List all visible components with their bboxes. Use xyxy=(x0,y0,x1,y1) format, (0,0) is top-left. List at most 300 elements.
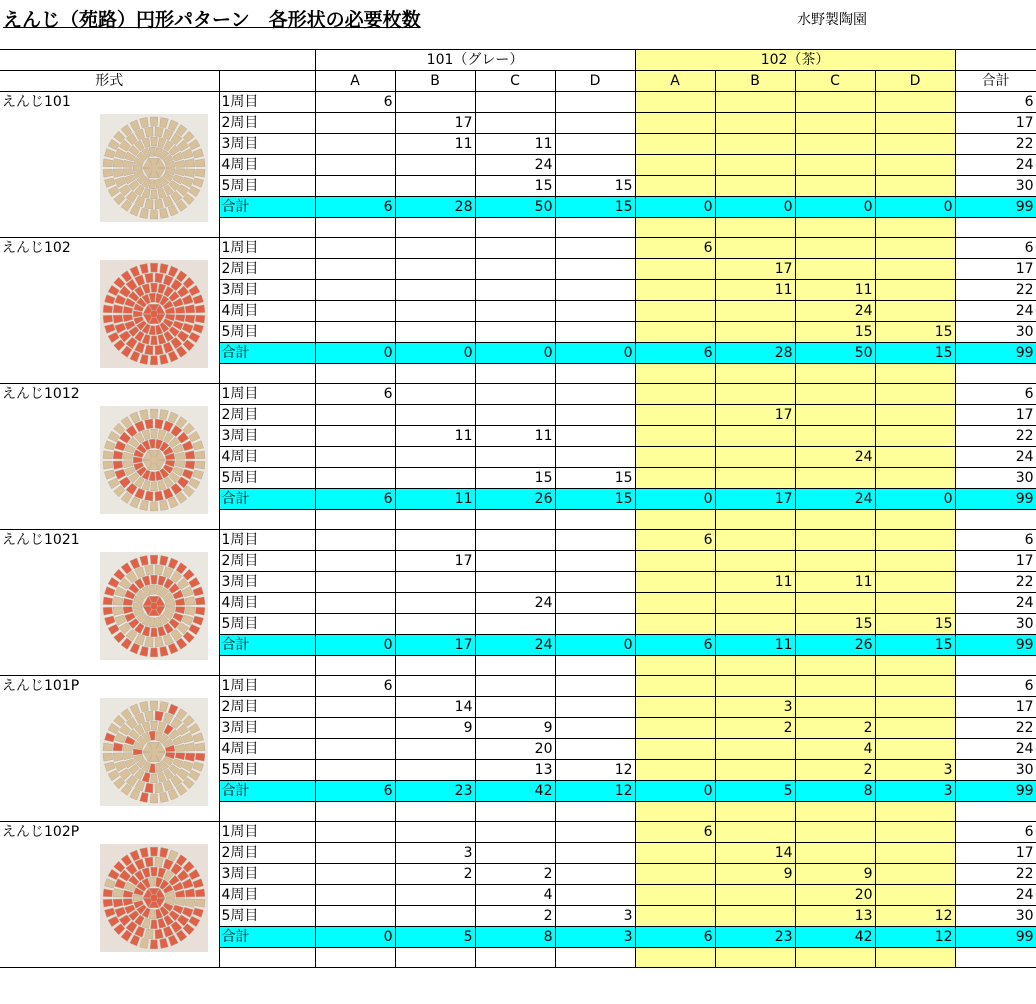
lap-label: 3周目 xyxy=(219,864,315,885)
count-cell: 12 xyxy=(555,781,635,802)
count-cell xyxy=(635,134,715,155)
table-row xyxy=(0,530,1036,551)
count-cell xyxy=(475,384,555,405)
row-total-cell: 22 xyxy=(955,134,1036,155)
row-total-cell: 17 xyxy=(955,113,1036,134)
count-cell xyxy=(795,259,875,280)
count-cell xyxy=(475,259,555,280)
spacer-cell xyxy=(795,218,875,238)
spacer-cell xyxy=(715,510,795,530)
lap-label: 1周目 xyxy=(219,92,315,113)
count-cell: 3 xyxy=(715,697,795,718)
row-total-cell: 22 xyxy=(955,280,1036,301)
lap-label: 3周目 xyxy=(219,134,315,155)
spacer-cell xyxy=(475,802,555,822)
count-cell xyxy=(395,593,475,614)
lap-label: 4周目 xyxy=(219,885,315,906)
count-cell: 0 xyxy=(635,781,715,802)
count-cell xyxy=(875,697,955,718)
count-cell xyxy=(795,468,875,489)
spacer-cell xyxy=(555,218,635,238)
lap-label: 5周目 xyxy=(219,468,315,489)
row-total-cell: 24 xyxy=(955,593,1036,614)
count-cell: 0 xyxy=(475,343,555,364)
count-cell: 0 xyxy=(715,197,795,218)
count-cell: 20 xyxy=(795,885,875,906)
count-cell: 15 xyxy=(555,176,635,197)
count-cell xyxy=(555,822,635,843)
count-cell xyxy=(795,238,875,259)
count-cell: 14 xyxy=(395,697,475,718)
count-cell xyxy=(555,259,635,280)
spacer-cell xyxy=(219,656,315,676)
count-cell xyxy=(315,113,395,134)
count-cell xyxy=(635,322,715,343)
spacer-cell xyxy=(475,948,555,968)
row-total-cell: 30 xyxy=(955,322,1036,343)
count-cell: 24 xyxy=(795,301,875,322)
spacer-cell xyxy=(955,218,1036,238)
spacer-cell xyxy=(555,364,635,384)
count-cell xyxy=(475,322,555,343)
count-cell xyxy=(635,593,715,614)
count-cell xyxy=(315,238,395,259)
count-cell xyxy=(475,530,555,551)
count-cell xyxy=(395,468,475,489)
col-header: A xyxy=(315,71,395,92)
count-cell xyxy=(715,447,795,468)
col-header: C xyxy=(795,71,875,92)
count-cell xyxy=(795,530,875,551)
count-cell xyxy=(875,134,955,155)
spacer-cell xyxy=(795,364,875,384)
count-cell xyxy=(315,760,395,781)
count-cell: 17 xyxy=(715,489,795,510)
count-cell: 24 xyxy=(475,155,555,176)
lap-label: 4周目 xyxy=(219,739,315,760)
format-name: えんじ101 xyxy=(2,94,71,110)
count-cell: 6 xyxy=(635,238,715,259)
count-cell xyxy=(315,468,395,489)
count-cell: 12 xyxy=(555,760,635,781)
count-cell xyxy=(555,426,635,447)
row-total-cell: 99 xyxy=(955,197,1036,218)
count-cell xyxy=(395,885,475,906)
count-cell xyxy=(555,739,635,760)
count-cell xyxy=(875,739,955,760)
count-cell: 6 xyxy=(635,635,715,656)
count-cell xyxy=(635,301,715,322)
count-cell xyxy=(395,405,475,426)
count-cell xyxy=(635,843,715,864)
count-cell: 12 xyxy=(875,927,955,948)
header-empty xyxy=(219,50,315,71)
count-cell: 9 xyxy=(795,864,875,885)
spacer-cell xyxy=(395,364,475,384)
count-cell: 0 xyxy=(875,489,955,510)
count-cell xyxy=(635,426,715,447)
count-cell: 11 xyxy=(395,134,475,155)
count-cell: 17 xyxy=(715,405,795,426)
count-cell: 3 xyxy=(875,781,955,802)
count-cell xyxy=(555,593,635,614)
row-total-cell: 22 xyxy=(955,864,1036,885)
row-total-cell: 6 xyxy=(955,676,1036,697)
format-name: えんじ102 xyxy=(2,240,71,256)
count-cell xyxy=(875,113,955,134)
row-total-cell: 30 xyxy=(955,760,1036,781)
count-cell xyxy=(715,614,795,635)
count-cell: 17 xyxy=(395,113,475,134)
header-row-columns xyxy=(0,71,1036,92)
count-cell: 28 xyxy=(715,343,795,364)
spacer-cell xyxy=(795,656,875,676)
count-cell xyxy=(555,134,635,155)
lap-label: 5周目 xyxy=(219,906,315,927)
count-cell xyxy=(555,280,635,301)
lap-label: 4周目 xyxy=(219,301,315,322)
spacer-cell xyxy=(315,510,395,530)
format-header: 形式 xyxy=(0,71,219,92)
count-cell xyxy=(635,739,715,760)
count-cell xyxy=(555,322,635,343)
spacer-cell xyxy=(715,948,795,968)
count-cell xyxy=(315,843,395,864)
count-cell: 12 xyxy=(875,906,955,927)
count-cell xyxy=(635,280,715,301)
total-label: 合計 xyxy=(219,635,315,656)
count-cell: 15 xyxy=(875,343,955,364)
count-cell: 8 xyxy=(795,781,875,802)
count-cell xyxy=(555,614,635,635)
lap-label: 2周目 xyxy=(219,259,315,280)
spacer-cell xyxy=(795,948,875,968)
count-cell xyxy=(475,551,555,572)
count-cell xyxy=(795,384,875,405)
count-cell xyxy=(875,593,955,614)
count-cell xyxy=(555,238,635,259)
count-cell: 9 xyxy=(715,864,795,885)
count-cell: 13 xyxy=(795,906,875,927)
count-cell: 3 xyxy=(875,760,955,781)
count-cell xyxy=(875,259,955,280)
count-cell xyxy=(715,739,795,760)
row-total-cell: 22 xyxy=(955,426,1036,447)
count-cell xyxy=(555,530,635,551)
row-total-cell: 22 xyxy=(955,572,1036,593)
lap-label: 1周目 xyxy=(219,822,315,843)
count-cell xyxy=(715,238,795,259)
count-cell xyxy=(315,155,395,176)
row-total-cell: 6 xyxy=(955,530,1036,551)
count-cell: 50 xyxy=(475,197,555,218)
count-cell xyxy=(875,280,955,301)
count-cell: 2 xyxy=(395,864,475,885)
count-cell xyxy=(315,822,395,843)
count-cell: 15 xyxy=(795,322,875,343)
pattern-thumbnail xyxy=(100,260,208,368)
spacer-cell xyxy=(715,218,795,238)
spacer-cell xyxy=(795,510,875,530)
spacer-cell xyxy=(635,218,715,238)
pattern-thumbnail xyxy=(100,698,208,806)
format-cell xyxy=(0,530,219,676)
count-cell xyxy=(875,405,955,426)
count-cell xyxy=(555,384,635,405)
lap-label: 4周目 xyxy=(219,155,315,176)
count-cell xyxy=(715,822,795,843)
count-cell xyxy=(315,280,395,301)
count-cell: 5 xyxy=(715,781,795,802)
count-cell xyxy=(875,822,955,843)
row-total-cell: 24 xyxy=(955,301,1036,322)
count-cell: 4 xyxy=(475,885,555,906)
row-total-cell: 99 xyxy=(955,927,1036,948)
count-cell: 17 xyxy=(395,551,475,572)
count-cell xyxy=(635,697,715,718)
spacer-cell xyxy=(875,510,955,530)
count-cell xyxy=(875,676,955,697)
total-header: 合計 xyxy=(955,71,1036,92)
count-cell: 6 xyxy=(635,343,715,364)
count-cell xyxy=(315,739,395,760)
count-cell xyxy=(635,113,715,134)
count-cell: 11 xyxy=(395,426,475,447)
row-total-cell: 6 xyxy=(955,384,1036,405)
count-cell xyxy=(475,697,555,718)
count-cell xyxy=(555,92,635,113)
count-cell: 15 xyxy=(875,614,955,635)
pattern-thumbnail xyxy=(100,552,208,660)
row-total-cell: 22 xyxy=(955,718,1036,739)
spacer-cell xyxy=(395,510,475,530)
count-cell xyxy=(795,676,875,697)
count-cell xyxy=(315,134,395,155)
header-empty xyxy=(955,50,1036,71)
spacer-cell xyxy=(715,656,795,676)
count-cell xyxy=(635,614,715,635)
count-cell: 24 xyxy=(475,593,555,614)
row-total-cell: 17 xyxy=(955,697,1036,718)
count-cell xyxy=(395,92,475,113)
page-title: えんじ（苑路）円形パターン 各形状の必要枚数 xyxy=(3,9,421,31)
format-cell xyxy=(0,384,219,530)
count-cell: 8 xyxy=(475,927,555,948)
pattern-thumbnail xyxy=(100,114,208,222)
count-cell xyxy=(395,259,475,280)
count-cell xyxy=(315,176,395,197)
count-cell: 9 xyxy=(395,718,475,739)
count-cell: 11 xyxy=(715,280,795,301)
count-cell xyxy=(875,384,955,405)
table-row xyxy=(0,92,1036,113)
count-cell: 11 xyxy=(395,489,475,510)
spacer-cell xyxy=(315,364,395,384)
spacer-cell xyxy=(715,802,795,822)
count-cell xyxy=(715,301,795,322)
count-cell xyxy=(475,301,555,322)
count-cell: 28 xyxy=(395,197,475,218)
spacer-cell xyxy=(475,510,555,530)
count-cell xyxy=(875,885,955,906)
count-cell: 13 xyxy=(475,760,555,781)
count-cell xyxy=(715,322,795,343)
lap-label: 5周目 xyxy=(219,614,315,635)
count-cell xyxy=(795,92,875,113)
count-cell: 0 xyxy=(315,927,395,948)
count-cell xyxy=(795,405,875,426)
group-header-gray: 101（グレー） xyxy=(315,50,635,71)
lap-label: 5周目 xyxy=(219,322,315,343)
row-total-cell: 24 xyxy=(955,155,1036,176)
count-cell xyxy=(635,760,715,781)
count-cell xyxy=(795,134,875,155)
spacer-cell xyxy=(475,218,555,238)
count-cell xyxy=(635,551,715,572)
count-cell xyxy=(875,551,955,572)
spacer-cell xyxy=(395,218,475,238)
table-row xyxy=(0,238,1036,259)
count-cell xyxy=(475,614,555,635)
lap-label: 1周目 xyxy=(219,676,315,697)
count-cell: 6 xyxy=(315,781,395,802)
spacer-cell xyxy=(219,802,315,822)
count-cell xyxy=(635,384,715,405)
count-cell xyxy=(715,468,795,489)
count-cell: 0 xyxy=(555,635,635,656)
count-cell: 24 xyxy=(795,489,875,510)
count-cell: 50 xyxy=(795,343,875,364)
count-cell xyxy=(875,572,955,593)
table-row xyxy=(0,822,1036,843)
count-cell xyxy=(715,155,795,176)
lap-label: 4周目 xyxy=(219,447,315,468)
count-cell xyxy=(555,447,635,468)
lap-label: 1周目 xyxy=(219,238,315,259)
header-row-groups xyxy=(0,50,1036,71)
count-cell xyxy=(875,238,955,259)
total-label: 合計 xyxy=(219,489,315,510)
count-cell xyxy=(715,551,795,572)
count-cell: 15 xyxy=(875,635,955,656)
count-cell xyxy=(315,301,395,322)
count-cell xyxy=(875,92,955,113)
count-cell: 2 xyxy=(715,718,795,739)
count-cell xyxy=(395,384,475,405)
spacer-cell xyxy=(955,656,1036,676)
count-cell: 17 xyxy=(395,635,475,656)
total-label: 合計 xyxy=(219,927,315,948)
count-cell xyxy=(635,906,715,927)
count-cell: 2 xyxy=(475,906,555,927)
count-cell: 11 xyxy=(475,426,555,447)
count-cell xyxy=(635,885,715,906)
row-total-cell: 30 xyxy=(955,468,1036,489)
spacer-cell xyxy=(875,656,955,676)
count-cell xyxy=(715,593,795,614)
count-cell xyxy=(555,405,635,426)
count-cell xyxy=(475,572,555,593)
count-cell xyxy=(715,760,795,781)
count-cell xyxy=(475,405,555,426)
count-cell: 23 xyxy=(395,781,475,802)
count-cell xyxy=(875,447,955,468)
count-cell xyxy=(715,906,795,927)
count-cell xyxy=(875,864,955,885)
spacer-cell xyxy=(219,364,315,384)
count-cell xyxy=(875,843,955,864)
format-name: えんじ1021 xyxy=(2,532,80,548)
count-cell: 6 xyxy=(315,676,395,697)
count-cell xyxy=(555,301,635,322)
count-cell xyxy=(715,885,795,906)
spacer-cell xyxy=(875,218,955,238)
spacer-cell xyxy=(395,656,475,676)
spacer-cell xyxy=(635,802,715,822)
count-cell: 26 xyxy=(475,489,555,510)
count-cell xyxy=(875,176,955,197)
count-cell: 24 xyxy=(795,447,875,468)
count-cell xyxy=(315,259,395,280)
count-cell: 5 xyxy=(395,927,475,948)
spacer-cell xyxy=(219,510,315,530)
count-cell xyxy=(475,280,555,301)
lap-label: 3周目 xyxy=(219,280,315,301)
count-cell xyxy=(715,676,795,697)
spacer-cell xyxy=(875,364,955,384)
count-cell: 3 xyxy=(395,843,475,864)
row-total-cell: 24 xyxy=(955,739,1036,760)
count-cell: 20 xyxy=(475,739,555,760)
format-name: えんじ102P xyxy=(2,824,80,840)
lap-label: 4周目 xyxy=(219,593,315,614)
count-cell xyxy=(315,426,395,447)
row-total-cell: 17 xyxy=(955,405,1036,426)
count-cell xyxy=(475,843,555,864)
spacer-cell xyxy=(555,948,635,968)
count-cell xyxy=(635,676,715,697)
count-cell: 6 xyxy=(635,927,715,948)
count-cell xyxy=(395,280,475,301)
row-total-cell: 99 xyxy=(955,489,1036,510)
count-cell: 0 xyxy=(635,489,715,510)
spacer-cell xyxy=(315,802,395,822)
company-name: 水野製陶園 xyxy=(797,12,867,28)
spacer-cell xyxy=(219,218,315,238)
count-cell xyxy=(555,572,635,593)
count-cell xyxy=(795,822,875,843)
col-header: B xyxy=(395,71,475,92)
count-cell xyxy=(315,551,395,572)
count-cell: 24 xyxy=(475,635,555,656)
row-total-cell: 6 xyxy=(955,238,1036,259)
format-cell xyxy=(0,238,219,384)
lap-label: 2周目 xyxy=(219,697,315,718)
count-cell: 15 xyxy=(475,176,555,197)
count-cell xyxy=(475,238,555,259)
format-name: えんじ1012 xyxy=(2,386,80,402)
spacer-cell xyxy=(795,802,875,822)
count-cell xyxy=(475,822,555,843)
lap-label: 2周目 xyxy=(219,113,315,134)
count-cell xyxy=(795,176,875,197)
count-cell xyxy=(315,906,395,927)
count-cell xyxy=(875,530,955,551)
count-cell xyxy=(715,426,795,447)
format-cell xyxy=(0,822,219,968)
count-cell xyxy=(795,843,875,864)
count-cell: 17 xyxy=(715,259,795,280)
